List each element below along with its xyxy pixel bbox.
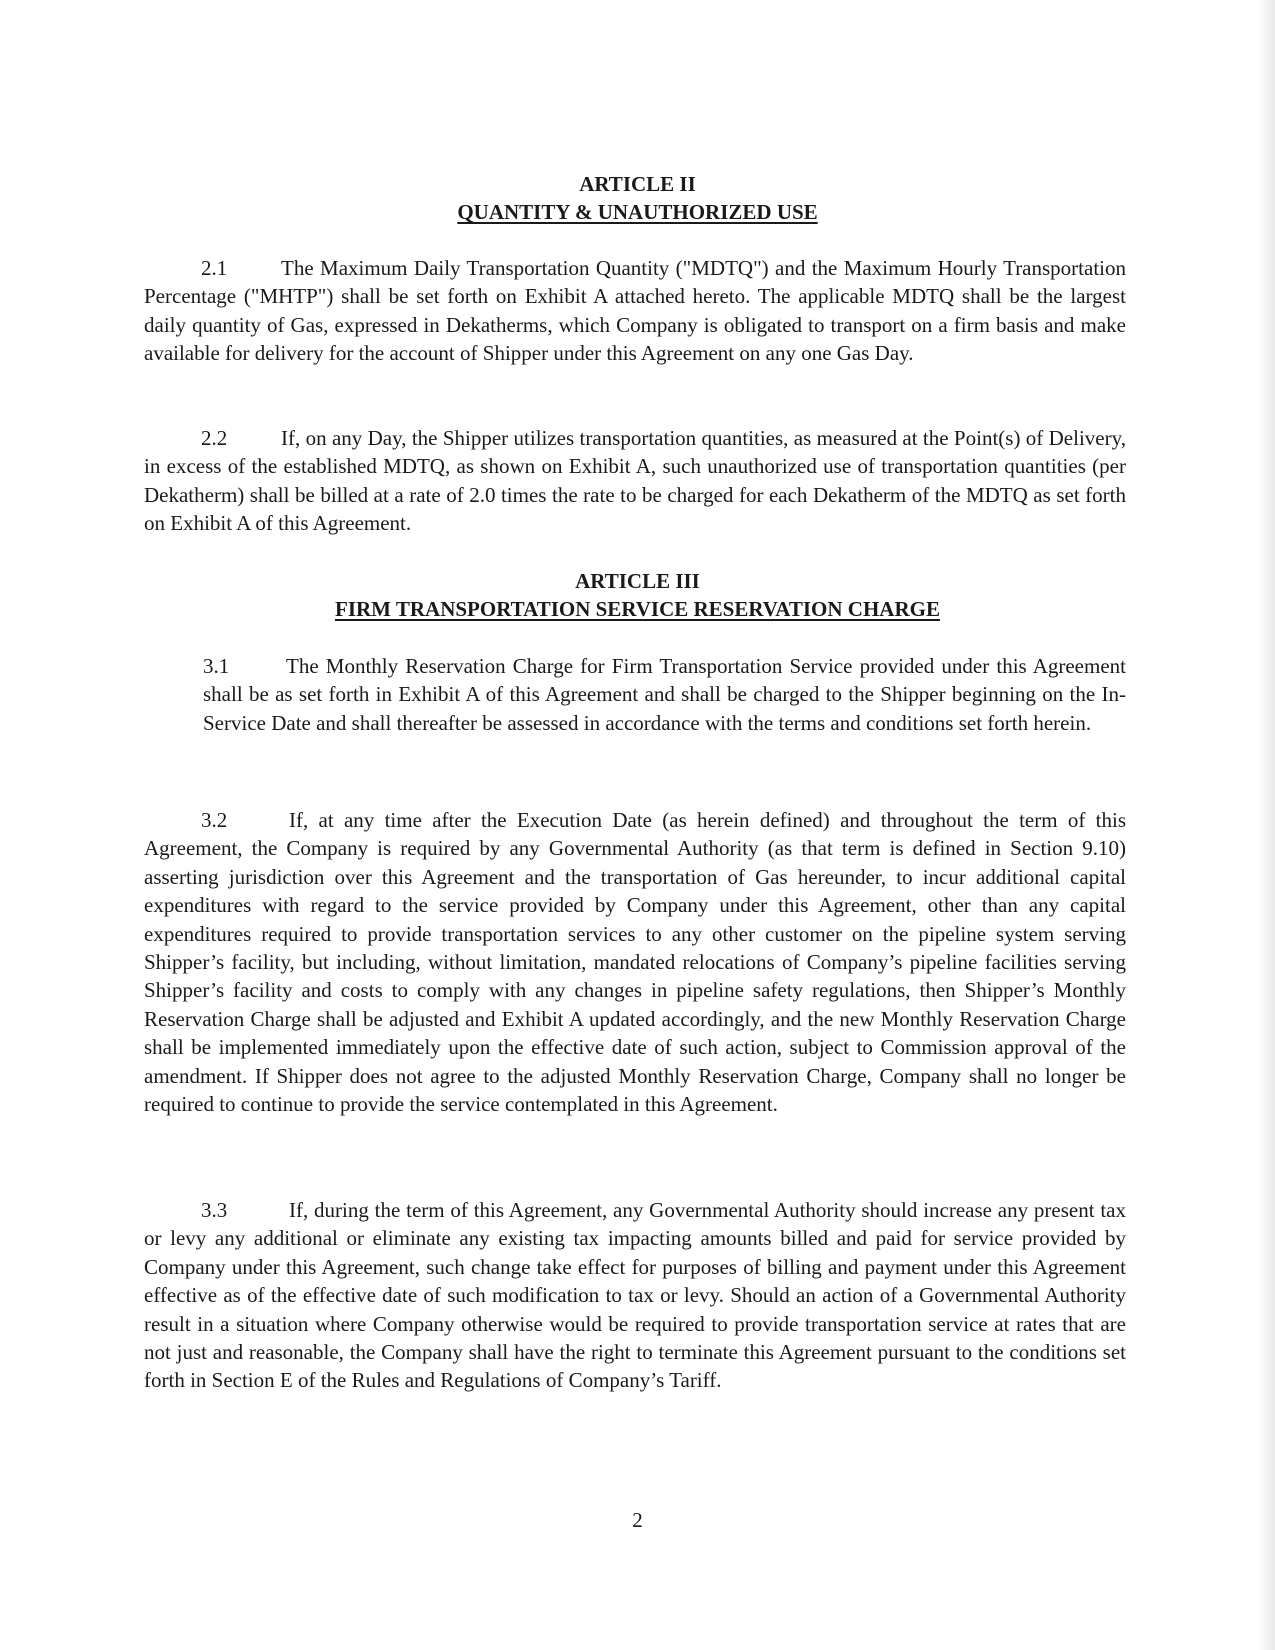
article-2-subtitle: QUANTITY & UNAUTHORIZED USE — [457, 200, 818, 224]
section-2-1-number: 2.1 — [201, 256, 228, 280]
section-3-2-number: 3.2 — [201, 808, 228, 832]
section-3-3-text: If, during the term of this Agreement, any Governmental Authority should increase any present tax or levy any additional or eliminate any existing tax impacting amounts billed and paid for service provided by Company under this Agreement, such change take effect for purposes of billing and payment under this Agreement effective as of the effective date of such modification to tax or levy. Should an action of a Governmental Authority result in a situation where Company otherwise would be required to provide transportation service at rates that are not just and reasonable, the Company shall have the right to terminate this Agreement pursuant to the conditions set forth in Section E of the Rules and Regulations of Company’s Tariff. — [144, 1198, 1126, 1393]
section-3-3 — [144, 1196, 1126, 1395]
article-3-heading — [0, 567, 1275, 623]
section-3-2 — [144, 806, 1126, 1118]
section-2-2 — [144, 424, 1126, 538]
page-edge-shadow — [1257, 0, 1275, 1650]
article-3-subtitle: FIRM TRANSPORTATION SERVICE RESERVATION CHARGE — [335, 597, 940, 621]
article-3-title: ARTICLE III — [575, 569, 700, 593]
section-2-1 — [144, 254, 1126, 368]
article-2-heading — [0, 170, 1275, 226]
page-number: 2 — [632, 1508, 643, 1532]
section-2-1-text: The Maximum Daily Transportation Quantity ("MDTQ") and the Maximum Hourly Transportation Percentage ("MHTP") shall be set forth on Exhibit A attached hereto. The applicable MDTQ shall be the largest daily quantity of Gas, expressed in Dekatherms, which Company is obligated to transport on a firm basis and make available for delivery for the account of Shipper under this Agreement on any one Gas Day. — [144, 256, 1126, 366]
section-2-2-text: If, on any Day, the Shipper utilizes transportation quantities, as measured at the Point(s) of Delivery, in excess of the established MDTQ, as shown on Exhibit A, such unauthorized use of transportation quantities (per Dekatherm) shall be billed at a rate of 2.0 times the rate to be charged for each Dekatherm of the MDTQ as set forth on Exhibit A of this Agreement. — [144, 426, 1126, 536]
section-2-2-number: 2.2 — [201, 426, 228, 450]
section-3-1-number: 3.1 — [203, 654, 230, 678]
section-3-3-number: 3.3 — [201, 1198, 228, 1222]
section-3-2-text: If, at any time after the Execution Date (as herein defined) and throughout the term of this Agreement, the Company is required by any Governmental Authority (as that term is defined in Section 9.10) asserting jurisdiction over this Agreement and the transportation of Gas hereunder, to incur additional capital expenditures with regard to the service provided by Company under this Agreement, other than any capital expenditures required to provide transportation services to any other customer on the pipeline system serving Shipper’s facility, but including, without limitation, mandated relocations of Company’s pipeline facilities serving Shipper’s facility and costs to comply with any changes in pipeline safety regulations, then Shipper’s Monthly Reservation Charge shall be adjusted and Exhibit A updated accordingly, and the new Monthly Reservation Charge shall be implemented immediately upon the effective date of such action, subject to Commission approval of the amendment. If Shipper does not agree to the adjusted Monthly Reservation Charge, Company shall no longer be required to continue to provide the service contemplated in this Agreement. — [144, 808, 1126, 1117]
section-3-1 — [203, 652, 1126, 737]
article-2-title: ARTICLE II — [579, 172, 696, 196]
section-3-1-text: The Monthly Reservation Charge for Firm Transportation Service provided under this Agreement shall be as set forth in Exhibit A of this Agreement and shall be charged to the Shipper beginning on the In-Service Date and shall thereafter be assessed in accordance with the terms and conditions set forth herein. — [203, 654, 1126, 735]
